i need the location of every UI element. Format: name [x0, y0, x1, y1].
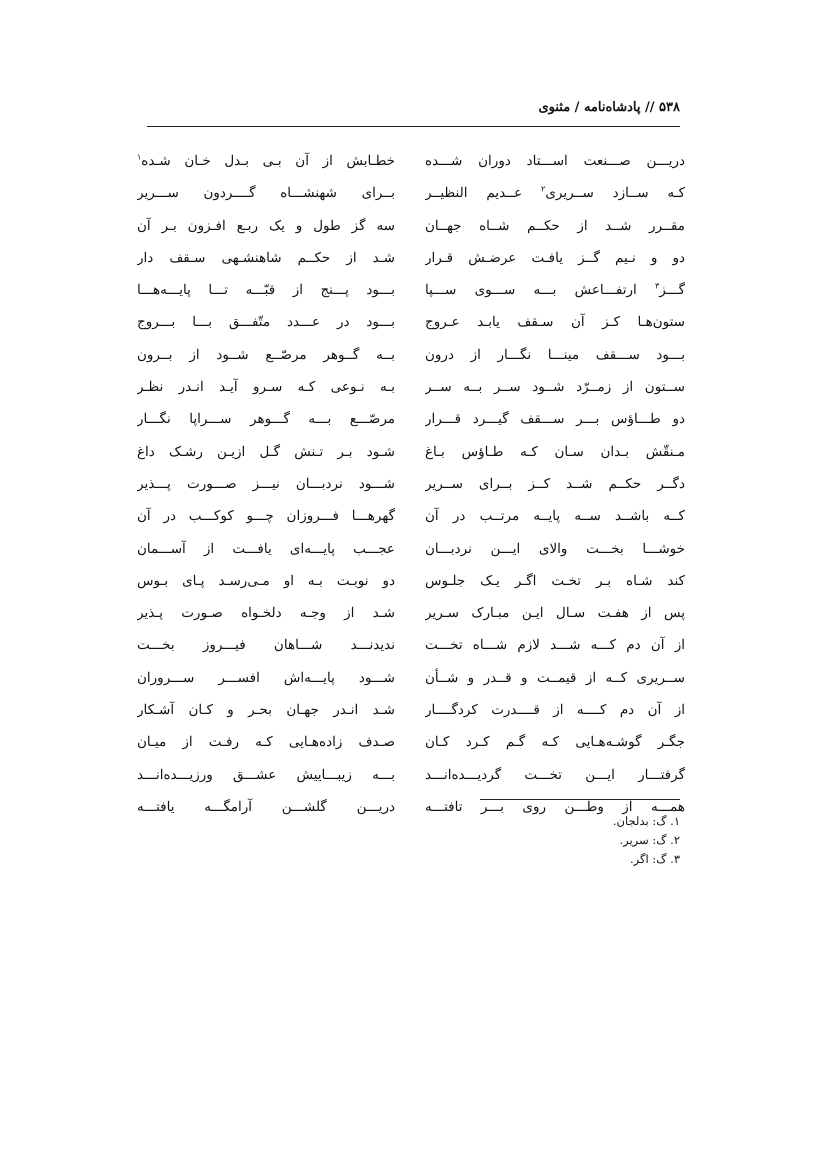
hemistich-text: سه گز طول و یک ربـع افـزون بـر آن: [137, 217, 395, 234]
verse-first-hemistich: [425, 213, 685, 239]
verse-first-hemistich: [425, 245, 685, 271]
verse-first-hemistich: [425, 600, 685, 626]
hemistich-text-rest: عــدیم النظیــر: [425, 185, 523, 202]
hemistich-text: دو نوبـت بـه او مـی‌رسـد پـای بـوس: [137, 572, 395, 589]
verse-first-hemistich: [425, 536, 685, 562]
hemistich-text: همـــه از وطـــن روی بـــر تافتـــه: [425, 798, 685, 815]
verse-line: [137, 180, 685, 212]
footnote-marker: ۳: [654, 281, 660, 291]
hemistich-text: بـــود پـــنج از قبّـــه تـــا پایـــه‌هـــا: [137, 282, 395, 299]
verse-first-hemistich: [425, 180, 685, 206]
verse-first-hemistich: [425, 568, 685, 594]
verse-second-hemistich: [137, 729, 395, 755]
verse-first-hemistich: [425, 439, 685, 465]
verse-second-hemistich: [137, 794, 395, 820]
verse-line: [137, 309, 685, 341]
hemistich-text: دریـــن صـــنعت اســـتاد دوران شـــده: [425, 153, 685, 169]
verse-first-hemistich: [425, 342, 685, 368]
verse-first-hemistich: [425, 729, 685, 755]
verse-line: [137, 536, 685, 568]
verse-line: [137, 503, 685, 535]
verse-second-hemistich: [137, 439, 395, 465]
hemistich-text: شـــود نردبـــان نیـــز صـــورت پـــذیر: [137, 475, 395, 492]
footnote-item: ۳. گ: اگر.: [630, 852, 680, 866]
verse-second-hemistich: [137, 665, 395, 691]
hemistich-text: عجـــب پایـــه‌ای یافـــت از آســـمان: [137, 540, 395, 557]
verse-line: [137, 729, 685, 761]
hemistich-text: مـنقّش بـدان سـان کـه طـاؤس بـاغ: [425, 443, 685, 460]
verse-first-hemistich: [425, 503, 685, 529]
hemistich-text: خوشـــا بخـــت والای ایـــن نردبـــان: [425, 540, 685, 557]
hemistich-text: ندیدنـــد شـــاهان فیـــروز بخـــت: [137, 637, 395, 654]
running-header: [147, 100, 680, 126]
hemistich-text: مقــرر شــد از حکــم شــاه جهــان: [425, 217, 685, 234]
verse-line: [137, 277, 685, 309]
verse-first-hemistich: [425, 148, 685, 174]
verse-first-hemistich: [425, 471, 685, 497]
footnote-item: ۱. گ: بدلجان.: [612, 814, 680, 828]
verse-second-hemistich: [137, 697, 395, 723]
verse-second-hemistich: [137, 503, 395, 529]
hemistich-text: بـــود در عـــدد متّفـــق بـــا بـــروج: [137, 314, 395, 331]
hemistich-text: شـود بـر تـنش گـل ازیـن رشـک داغ: [137, 443, 395, 460]
hemistich-text: صـدف زاده‌هـایی کـه رفـت از میـان: [137, 734, 395, 751]
verse-line: [137, 342, 685, 374]
hemistich-text: خطـابش از آن بـی بـدل خـان شـده: [141, 153, 395, 169]
verse-second-hemistich: [137, 471, 395, 497]
hemistich-text: مرصّـــع بـــه گـــوهر ســـراپا نگـــار: [137, 411, 395, 428]
hemistich-text: ستون‌هـا کـز آن سـقف یابـد عـروج: [425, 314, 685, 331]
hemistich-text: پس از هفـت سـال ایـن مبـارک سـریر: [425, 605, 685, 622]
verse-first-hemistich: [425, 697, 685, 723]
verse-line: [137, 245, 685, 277]
poem-verses: [137, 148, 685, 826]
verse-line: [137, 632, 685, 664]
verse-first-hemistich: [425, 309, 685, 335]
verse-second-hemistich: [137, 180, 395, 206]
hemistich-text: شـــود پایـــه‌اش افســـر ســـروران: [137, 669, 395, 686]
hemistich-text-rest: ارتفـــاعش بـــه ســـوی ســـپا: [425, 282, 637, 299]
verse-second-hemistich: [137, 309, 395, 335]
hemistich-text: از آن دم کـــه شـــد لازم شـــاه تخـــت: [425, 637, 685, 654]
verse-second-hemistich: [137, 277, 395, 303]
verse-second-hemistich: [137, 245, 395, 271]
verse-second-hemistich: [137, 406, 395, 432]
verse-first-hemistich: [425, 632, 685, 658]
hemistich-text: کــه باشــد ســه پایــه مرتــب در آن: [425, 508, 685, 525]
verse-line: [137, 374, 685, 406]
hemistich-text: ســتون از زمــرّد شــود ســر بــه ســر: [425, 379, 685, 396]
verse-line: [137, 148, 685, 180]
footnote-item: ۲. گ: سریر.: [619, 833, 680, 847]
verse-line: [137, 471, 685, 503]
hemistich-text: بـــود ســـقف مینـــا نگـــار از درون: [425, 346, 685, 363]
verse-second-hemistich: [137, 148, 395, 174]
verse-line: [137, 439, 685, 471]
hemistich-text: دو طـــاؤس بـــر ســـقف گیـــرد قـــرار: [425, 411, 685, 428]
footnotes: [613, 812, 680, 869]
hemistich-text: گرفتـــار ایـــن تخـــت گردیـــده‌انـــد: [425, 766, 685, 783]
page-number-and-title: ۵۳۸ // پادشاه‌نامه / مثنوی: [538, 100, 680, 115]
hemistich-text: شـد انـدر جهـان بحـر و کـان آشـکار: [137, 702, 395, 719]
footnote-marker: ۲: [541, 184, 546, 194]
verse-first-hemistich: [425, 374, 685, 400]
footnote-marker: ۱: [137, 152, 142, 162]
verse-second-hemistich: [137, 762, 395, 788]
verse-second-hemistich: [137, 374, 395, 400]
verse-line: [137, 600, 685, 632]
hemistich-text: کند شـاه بـر تخـت اگـر یـک جلـوس: [425, 572, 685, 589]
header-rule: [147, 126, 680, 127]
hemistich-text: شـد از وجـه دلخـواه صـورت پـذیر: [137, 605, 395, 622]
hemistich-text: شـد از حکــم شاهنشـهی سـقف دار: [137, 249, 395, 266]
verse-second-hemistich: [137, 536, 395, 562]
verse-first-hemistich: [425, 277, 685, 303]
verse-line: [137, 665, 685, 697]
verse-first-hemistich: [425, 762, 685, 788]
hemistich-text: دگــر حکــم شــد کــز بــرای ســریر: [425, 475, 685, 492]
verse-first-hemistich: [425, 406, 685, 432]
footnote-rule: [480, 799, 680, 800]
hemistich-text: بــه گــوهر مرصّــع شــود از بــرون: [137, 346, 395, 363]
hemistich-text: گـــز: [659, 282, 685, 299]
hemistich-text: دریـــن گلشـــن آرامگـــه یافتـــه: [137, 798, 395, 815]
hemistich-text: کـه ســازد ســریری: [545, 185, 685, 202]
verse-line: [137, 213, 685, 245]
verse-line: [137, 568, 685, 600]
hemistich-text: بـه نـوعی کـه سـرو آیـد انـدر نظـر: [137, 379, 395, 396]
hemistich-text: بــرای شهنشـــاه گــــردون ســـریر: [137, 185, 395, 202]
hemistich-text: ســریری کــه از قیمــت و قــدر و شــأن: [425, 669, 685, 686]
verse-second-hemistich: [137, 213, 395, 239]
verse-first-hemistich: [425, 665, 685, 691]
verse-second-hemistich: [137, 600, 395, 626]
verse-second-hemistich: [137, 342, 395, 368]
verse-line: [137, 762, 685, 794]
hemistich-text: دو و نـیم گــز یافـت عرضـش قـرار: [425, 249, 685, 266]
verse-second-hemistich: [137, 568, 395, 594]
hemistich-text: گهرهـــا فـــروزان چـــو کوکـــب در آن: [137, 508, 395, 525]
hemistich-text: بـــه زیبـــاییش عشـــق ورزیـــده‌انـــد: [137, 766, 395, 783]
hemistich-text: جگـر گوشـه‌هـایی کـه گـم کـرد کـان: [425, 734, 685, 751]
verse-second-hemistich: [137, 632, 395, 658]
verse-line: [137, 406, 685, 438]
verse-line: [137, 697, 685, 729]
hemistich-text: از آن دم کــــه از قــــدرت کردگــــار: [425, 702, 685, 719]
